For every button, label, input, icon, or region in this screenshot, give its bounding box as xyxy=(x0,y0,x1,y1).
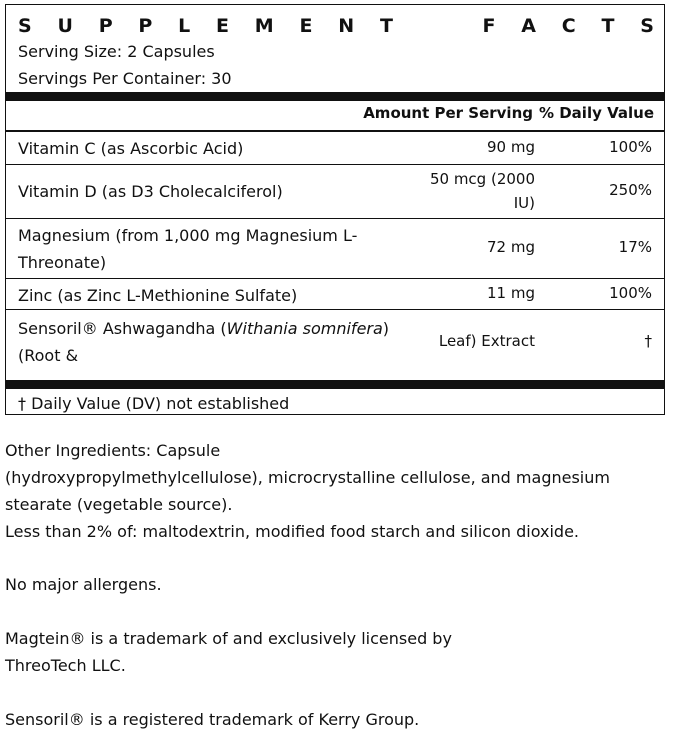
nutrient-amount-cont: IU) xyxy=(513,194,535,212)
allergen-statement: No major allergens. xyxy=(5,575,162,594)
title-letter: P xyxy=(138,15,153,37)
row-divider xyxy=(6,164,664,165)
row-divider xyxy=(6,278,664,279)
title-letter: U xyxy=(57,15,73,37)
nutrient-amount: 90 mg xyxy=(487,138,535,156)
row-divider xyxy=(6,130,664,132)
other-ingredients-line: stearate (vegetable source). xyxy=(5,495,233,514)
nutrient-dv: 100% xyxy=(609,138,652,156)
serving-size: Serving Size: 2 Capsules xyxy=(18,42,215,61)
title-letter: P xyxy=(98,15,113,37)
title-letter: S xyxy=(18,15,32,37)
nutrient-amount: 50 mcg (2000 xyxy=(429,170,535,188)
magtein-trademark xyxy=(5,625,645,679)
footnote: † Daily Value (DV) not established xyxy=(18,394,290,413)
nutrient-dv: 100% xyxy=(609,284,652,302)
nutrient-name: Vitamin C (as Ascorbic Acid) xyxy=(18,139,244,158)
title-letter: N xyxy=(338,15,355,37)
nutrient-dv: 17% xyxy=(618,238,652,256)
nutrient-name: Vitamin D (as D3 Cholecalciferol) xyxy=(18,182,283,201)
other-ingredients-line: Other Ingredients: Capsule xyxy=(5,441,221,460)
title-letter: C xyxy=(561,15,576,37)
row-divider xyxy=(6,309,664,310)
name-part: ) xyxy=(382,319,390,338)
title-letter: E xyxy=(216,15,229,37)
title-letter: T xyxy=(601,15,615,37)
sensoril-trademark: Sensoril® is a registered trademark of Kerry Group. xyxy=(5,710,420,729)
nutrient-dv: † xyxy=(644,332,652,350)
nutrient-amount: 11 mg xyxy=(487,284,535,302)
title-letter: M xyxy=(254,15,274,37)
nutrient-name-cont: Threonate) xyxy=(18,253,107,272)
trademark-line: ThreoTech LLC. xyxy=(5,656,126,675)
servings-per-container: Servings Per Container: 30 xyxy=(18,69,232,88)
supplement-facts-panel xyxy=(5,4,665,415)
nutrient-amount: 72 mg xyxy=(487,238,535,256)
other-ingredients xyxy=(5,437,645,545)
title-letter: F xyxy=(482,15,496,37)
nutrient-name xyxy=(18,315,389,342)
title-letter: A xyxy=(521,15,536,37)
title-letter: T xyxy=(379,15,393,37)
other-ingredients-line: Less than 2% of: maltodextrin, modified food starch and silicon dioxide. xyxy=(5,522,579,541)
nutrient-name: Magnesium (from 1,000 mg Magnesium L- xyxy=(18,226,358,245)
title-letter: E xyxy=(299,15,313,37)
title-letter: S xyxy=(640,15,654,37)
row-divider xyxy=(6,218,664,219)
trademark-line: Magtein® is a trademark of and exclusively licensed by xyxy=(5,629,452,648)
panel-title xyxy=(18,11,654,41)
thick-divider xyxy=(6,380,664,389)
thick-divider xyxy=(6,92,664,101)
other-ingredients-line: (hydroxypropylmethylcellulose), microcrystalline cellulose, and magnesium xyxy=(5,468,610,487)
name-part: Sensoril® Ashwagandha ( xyxy=(18,319,227,338)
nutrient-name: Zinc (as Zinc L-Methionine Sulfate) xyxy=(18,286,298,305)
title-letter: L xyxy=(178,15,191,37)
botanical-name: Withania somnifera xyxy=(226,319,383,338)
daily-value-header: % Daily Value xyxy=(538,104,654,122)
nutrient-amount: Leaf) Extract xyxy=(438,332,535,350)
amount-per-serving-header: Amount Per Serving xyxy=(363,104,533,122)
nutrient-dv: 250% xyxy=(609,181,652,199)
nutrient-name-cont: (Root & xyxy=(18,346,79,365)
